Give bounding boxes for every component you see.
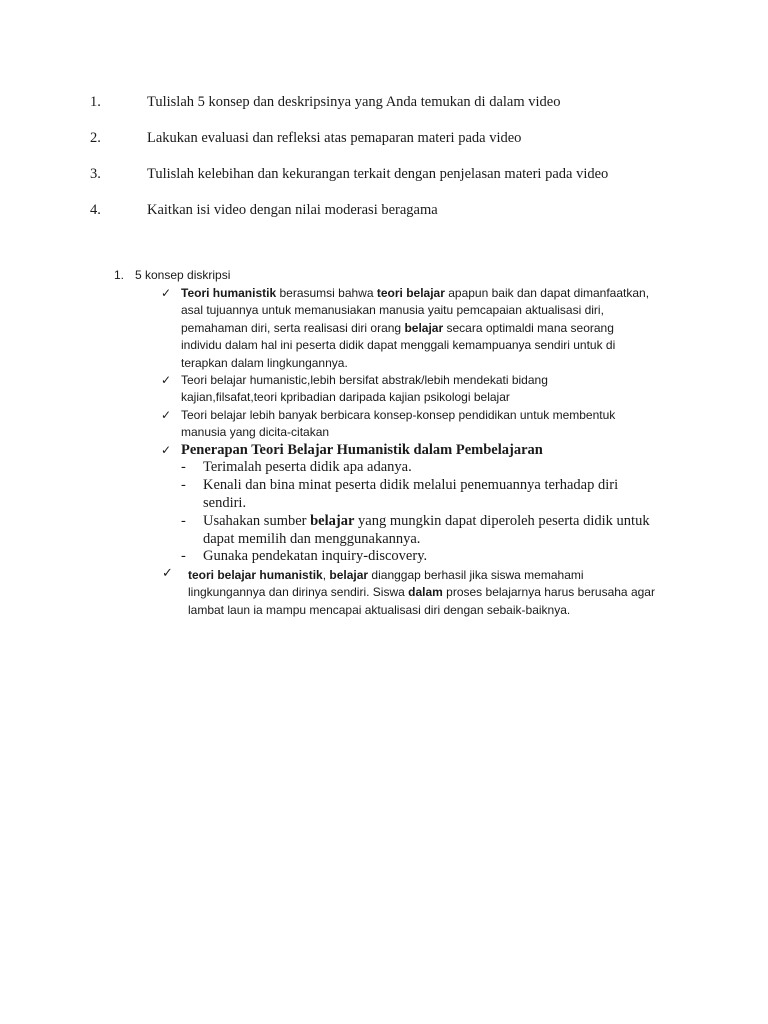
paragraph-line: dapat memilih dan menggunakannya. xyxy=(203,530,421,547)
checkmark-icon: ✓ xyxy=(161,443,172,457)
task-number: 3. xyxy=(90,166,101,182)
paragraph-line: sendiri. xyxy=(203,494,247,511)
paragraph-line xyxy=(203,513,650,531)
bold-term: belajar xyxy=(404,320,444,335)
text-run: secara optimaldi mana seorang xyxy=(443,320,614,335)
task-text: Lakukan evaluasi dan refleksi atas pemaparan materi pada video xyxy=(147,130,522,146)
paragraph-line: terapkan dalam lingkungannya. xyxy=(181,355,348,370)
answer-title: 5 konsep diskripsi xyxy=(135,268,231,282)
paragraph-line xyxy=(181,320,649,337)
concept-item-1 xyxy=(181,285,649,372)
paragraph-line: kajian,filsafat,teori kpribadian daripada kajian psikologi belajar xyxy=(181,390,510,405)
paragraph-line: lambat laun ia mampu mencapai aktualisasi diri dengan sebaik-baiknya. xyxy=(188,602,571,617)
bold-term: belajar xyxy=(310,513,355,529)
bold-term: Teori humanistik xyxy=(181,286,277,300)
paragraph-line: individu dalam hal ini peserta didik dapat menggali kemampuanya sendiri untuk di xyxy=(181,338,616,353)
paragraph-line: Teori belajar humanistic,lebih bersifat abstrak/lebih mendekati bidang xyxy=(181,373,548,387)
dash-bullet: - xyxy=(181,513,186,529)
task-number: 1. xyxy=(90,94,101,110)
paragraph-line: manusia yang dicita-citakan xyxy=(181,425,330,440)
checkmark-icon: ✓ xyxy=(161,373,172,387)
text-run: proses belajarnya harus berusaha agar xyxy=(442,585,655,600)
answer-number: 1. xyxy=(114,268,125,282)
paragraph-line: Teori belajar lebih banyak berbicara konsep-konsep pendidikan untuk membentuk xyxy=(181,408,616,422)
text-run: pemahaman diri, serta realisasi diri orang xyxy=(181,320,405,335)
checkmark-icon: ✓ xyxy=(161,286,172,300)
paragraph-line: asal tujuannya untuk memanusiakan manusia yaitu pemcapaian aktualisasi diri, xyxy=(181,303,604,318)
paragraph-line xyxy=(188,584,655,601)
task-text: Tulislah kelebihan dan kekurangan terkait dengan penjelasan materi pada video xyxy=(147,166,609,182)
paragraph-line: Kenali dan bina minat peserta didik melalui penemuannya terhadap diri xyxy=(203,477,619,493)
section-heading: Penerapan Teori Belajar Humanistik dalam Pembelajaran xyxy=(181,442,543,458)
bold-term: dalam xyxy=(408,585,443,600)
task-text: Kaitkan isi video dengan nilai moderasi beragama xyxy=(147,202,438,218)
checkmark-icon: ✓ xyxy=(162,566,173,581)
task-text: Tulislah 5 konsep dan deskripsinya yang Anda temukan di dalam video xyxy=(147,94,561,110)
bold-term: teori belajar xyxy=(376,286,445,300)
bold-term: teori belajar humanistik xyxy=(188,568,323,582)
text-run: lingkungannya dan dirinya sendiri. Siswa xyxy=(188,585,409,600)
dash-bullet: - xyxy=(181,459,186,475)
paragraph-line: Gunaka pendekatan inquiry-discovery. xyxy=(203,548,428,564)
text-run: Usahakan sumber xyxy=(203,513,311,529)
text-run: yang mungkin dapat diperoleh peserta didik untuk xyxy=(354,513,650,529)
paragraph-line xyxy=(188,567,655,584)
dash-bullet: - xyxy=(181,548,186,564)
task-number: 4. xyxy=(90,202,101,218)
text-run: dianggap berhasil jika siswa memahami xyxy=(368,568,584,582)
paragraph-line: Terimalah peserta didik apa adanya. xyxy=(203,459,412,475)
dash-bullet: - xyxy=(181,477,186,493)
checkmark-icon: ✓ xyxy=(161,408,172,422)
paragraph-line xyxy=(181,285,649,302)
text-run: berasumsi bahwa xyxy=(276,286,377,300)
concept-item-2 xyxy=(181,372,548,407)
task-number: 2. xyxy=(90,130,101,146)
text-run: apapun baik dan dapat dimanfaatkan, xyxy=(444,286,650,300)
bold-term: belajar xyxy=(329,568,369,582)
text-run: , xyxy=(322,568,330,582)
concept-item-3 xyxy=(181,407,615,442)
concept-item-5 xyxy=(188,567,655,619)
